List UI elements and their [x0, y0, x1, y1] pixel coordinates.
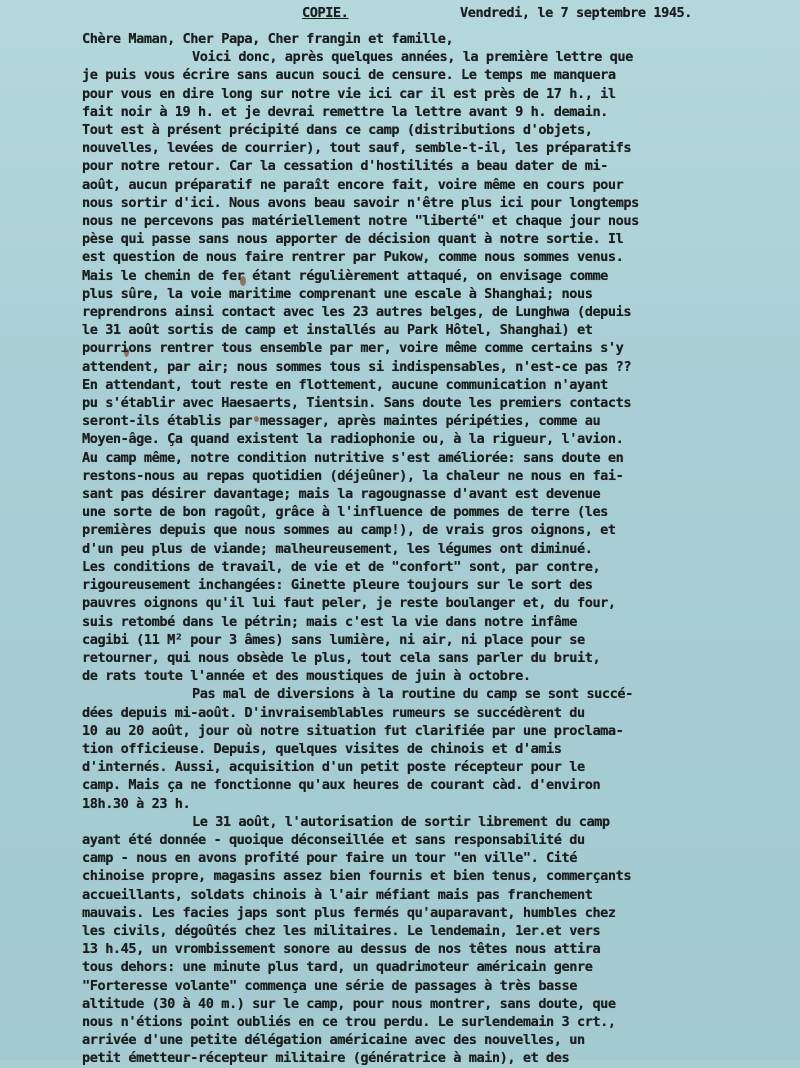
- text-line: accueillants, soldats chinois à l'air méfiant mais pas franchement: [82, 886, 593, 903]
- text-line: tion officieuse. Depuis, quelques visites de chinois et d'amis: [82, 740, 562, 757]
- text-line: pour vous en dire long sur notre vie ici car il est près de 17 h., il: [82, 85, 616, 102]
- text-line: petit émetteur-récepteur militaire (génératrice à main), et des: [82, 1050, 570, 1067]
- text-line: Tout est à présent précipité dans ce camp (distributions d'objets,: [82, 122, 593, 139]
- text-line: reprendrons ainsi contact avec les 23 autres belges, de Lunghwa (depuis: [82, 304, 632, 321]
- text-line: Le 31 août, l'autorisation de sortir librement du camp: [192, 813, 610, 830]
- text-line: tous dehors: une minute plus tard, un quadrimoteur américain genre: [82, 959, 593, 976]
- text-line: sant pas désirer davantage; mais la ragougnasse d'avant est devenue: [82, 486, 601, 503]
- text-line: dées depuis mi-août. D'invraisemblables rumeurs se succédèrent du: [82, 704, 585, 721]
- text-line: seront-ils établis par messager, après maintes péripéties, comme au: [82, 413, 601, 430]
- text-line: restons-nous au repas quotidien (déjeûner), la chaleur ne nous en fai-: [82, 467, 624, 484]
- text-line: mauvais. Les facies japs sont plus fermés qu'auparavant, humbles chez: [82, 904, 616, 921]
- text-line: Mais le chemin de fer étant régulièrement attaqué, on envisage comme: [82, 267, 608, 284]
- text-line: retourner, qui nous obsède le plus, tout cela sans parler du bruit,: [82, 649, 601, 666]
- text-line: Pas mal de diversions à la routine du camp se sont succé-: [192, 686, 633, 703]
- text-line: Au camp même, notre condition nutritive s'est améliorée: sans doute en: [82, 449, 624, 466]
- text-line: nous n'étions point oubliés en ce trou perdu. Le surlendemain 3 crt.,: [82, 1013, 616, 1030]
- text-line: altitude (30 à 40 m.) sur le camp, pour nous montrer, sans doute, que: [82, 995, 616, 1012]
- paragraph: [82, 685, 798, 812]
- text-line: camp - nous en avons profité pour faire un tour "en ville". Cité: [82, 850, 577, 867]
- text-line: nous ne percevons pas matériellement notre "liberté" et chaque jour nous: [82, 213, 639, 230]
- text-line: attendent, par air; nous sommes tous si indispensables, n'est-ce pas ??: [82, 358, 632, 375]
- text-line: camp. Mais ça ne fonctionne qu'aux heures de courant càd. d'environ: [82, 777, 601, 794]
- text-line: une sorte de bon ragoût, grâce à l'influence de pommes de terre (les: [82, 504, 608, 521]
- text-line: fait noir à 19 h. et je devrai remettre la lettre avant 9 h. demain.: [82, 103, 608, 120]
- text-line: Moyen-âge. Ça quand existent la radiophonie ou, à la rigueur, l'avion.: [82, 431, 624, 448]
- text-line: En attendant, tout reste en flottement, aucune communication n'ayant: [82, 376, 608, 393]
- text-line: je puis vous écrire sans aucun souci de censure. Le temps me manquera: [82, 67, 616, 84]
- text-line: rigoureusement inchangées: Ginette pleure toujours sur le sort des: [82, 577, 593, 594]
- text-line: nous sortir d'ici. Nous avons beau savoir n'être plus ici pour longtemps: [82, 194, 639, 211]
- paragraph: [82, 813, 798, 1068]
- text-line: chinoise propre, magasins assez bien fournis et bien tenus, commerçants: [82, 868, 632, 885]
- text-line: d'internés. Aussi, acquisition d'un petit poste récepteur pour le: [82, 759, 585, 776]
- text-line: cagibi (11 M² pour 3 âmes) sans lumière, ni air, ni place pour se: [82, 631, 585, 648]
- text-line: les civils, dégoûtés chez les militaires. Le lendemain, 1er.et vers: [82, 922, 601, 939]
- text-line: suis retombé dans le pétrin; mais c'est la vie dans notre infâme: [82, 613, 577, 630]
- letter-body: [82, 4, 798, 1068]
- text-line: pu s'établir avec Haesaerts, Tientsin. Sans doute les premiers contacts: [82, 395, 632, 412]
- text-line: arrivée d'une petite délégation américaine avec des nouvelles, un: [82, 1032, 585, 1049]
- text-line: Les conditions de travail, de vie et de "confort" sont, par contre,: [82, 558, 601, 575]
- text-line: plus sûre, la voie maritime comprenant une escale à Shanghai; nous: [82, 285, 593, 302]
- text-line: d'un peu plus de viande; malheureusement, les légumes ont diminué.: [82, 540, 593, 557]
- text-line: pourrions rentrer tous ensemble par mer, voire même comme certains s'y: [82, 340, 624, 357]
- letter-header: [82, 4, 798, 28]
- paragraph: [82, 48, 798, 685]
- text-line: ayant été donnée - quoique déconseillée et sans responsabilité du: [82, 831, 585, 848]
- text-line: Voici donc, après quelques années, la première lettre que: [192, 49, 633, 66]
- letter-paragraphs: [82, 48, 798, 1067]
- text-line: pèse qui passe sans nous apporter de décision quant à notre sortie. Il: [82, 231, 624, 248]
- text-line: nouvelles, levées de courrier), tout sauf, semble-t-il, les préparatifs: [82, 140, 632, 157]
- text-line: le 31 août sortis de camp et installés au Park Hôtel, Shanghai) et: [82, 322, 593, 339]
- text-line: 13 h.45, un vrombissement sonore au dessus de nos têtes nous attira: [82, 941, 601, 958]
- salutation: Chère Maman, Cher Papa, Cher frangin et famille,: [82, 31, 454, 47]
- text-line: 10 au 20 août, jour où notre situation fut clarifiée par une proclama-: [82, 722, 624, 739]
- text-line: "Forteresse volante" commença une série de passages à très basse: [82, 977, 577, 994]
- text-line: 18h.30 à 23 h.: [82, 795, 191, 812]
- letter-date: Vendredi, le 7 septembre 1945.: [460, 5, 693, 21]
- text-line: de rats toute l'année et des moustiques de juin à octobre.: [82, 668, 531, 685]
- text-line: pour notre retour. Car la cessation d'hostilités a beau dater de mi-: [82, 158, 608, 175]
- text-line: est question de nous faire rentrer par Pukow, comme nous sommes venus.: [82, 249, 624, 266]
- copy-label: COPIE.: [302, 5, 349, 21]
- text-line: août, aucun préparatif ne paraît encore fait, voire même en cours pour: [82, 176, 624, 193]
- text-line: pauvres oignons qu'il lui faut peler, je reste boulanger et, du four,: [82, 595, 616, 612]
- text-line: premières depuis que nous sommes au camp!), de vrais gros oignons, et: [82, 522, 616, 539]
